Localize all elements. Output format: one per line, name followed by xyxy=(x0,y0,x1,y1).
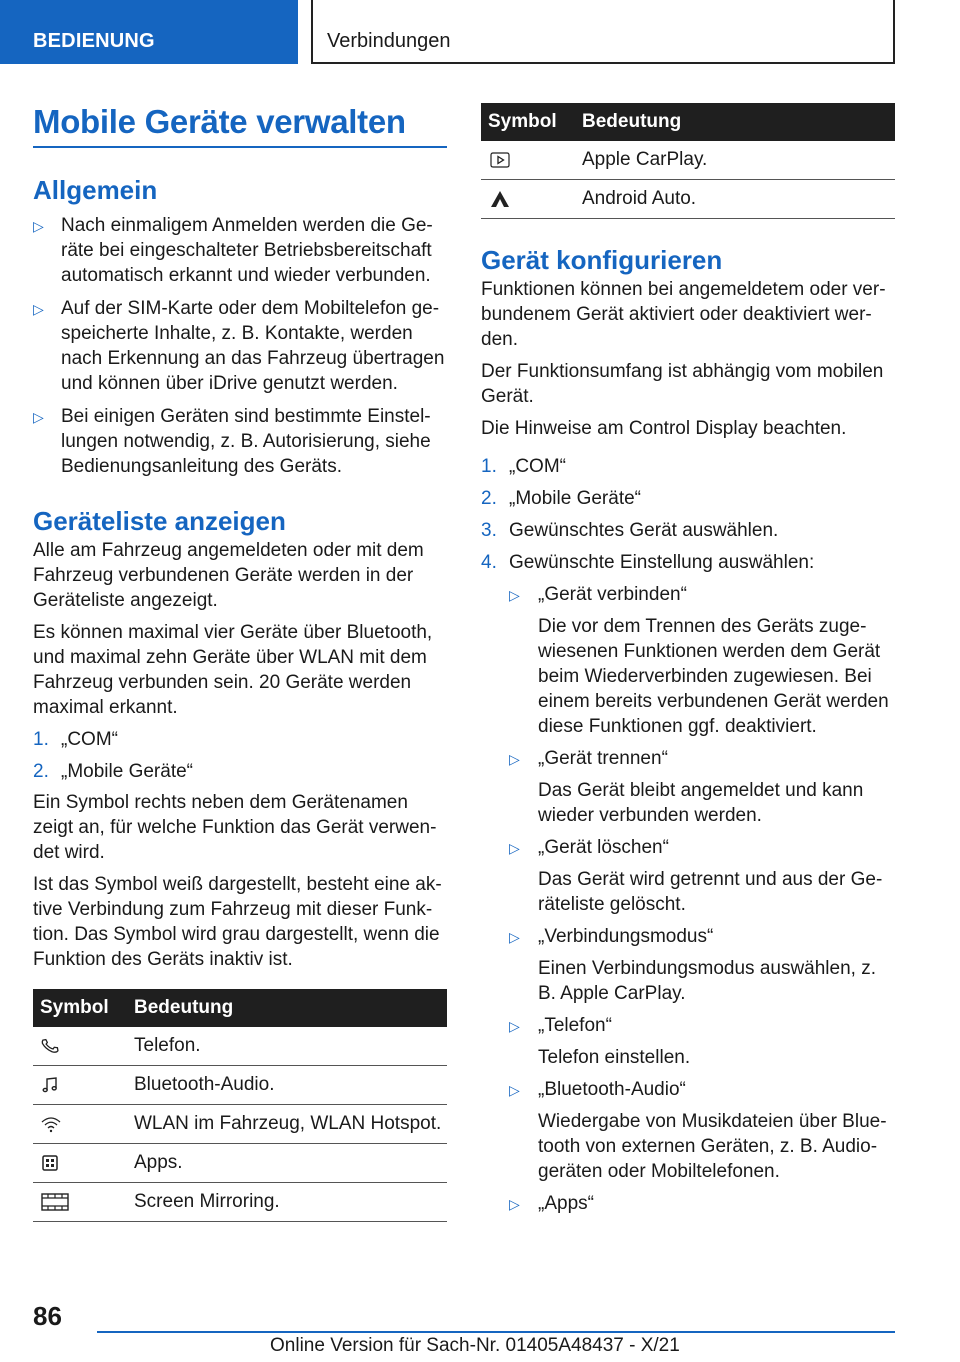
table-row xyxy=(33,1027,447,1066)
chapter-tab xyxy=(311,0,895,64)
option-item: ▷ „Telefon“ Telefon einstellen. xyxy=(509,1015,691,1068)
chapter-label: Verbindungen xyxy=(327,30,451,52)
section-label: BEDIENUNG xyxy=(33,30,155,52)
step-item: 1. „COM“ xyxy=(481,456,566,477)
list-item: ▷ Auf der SIM-Karte oder dem Mobiltelefon ge‐ speicherte Inhalte, z. B. Kontakte, werden nach Erkennung an das Fahrzeug übertragen und können über iDrive genutzt werden. xyxy=(33,298,445,394)
table-cell: Screen Mirroring. xyxy=(134,1183,447,1222)
table-cell: Bluetooth-Audio. xyxy=(134,1066,447,1105)
footer-text: Online Version für Sach-Nr. 01405A48437 - X/21 xyxy=(270,1335,680,1356)
table-header-row xyxy=(481,103,895,141)
paragraph: Die Hinweise am Control Display beachten. xyxy=(481,418,847,439)
column-header: Symbol xyxy=(481,103,582,141)
phone-icon xyxy=(40,1036,134,1056)
table-row xyxy=(33,1183,447,1222)
triangle-bullet-icon: ▷ xyxy=(509,929,520,945)
page-number: 86 xyxy=(33,1301,62,1331)
step-item: 4. Gewünschte Einstellung auswählen: xyxy=(481,552,815,573)
right-column xyxy=(481,103,895,1217)
option-item: ▷ „Verbindungsmodus“ Einen Verbindungsmodus auswählen, z. B. Apple CarPlay. xyxy=(509,926,877,1004)
option-item: ▷ „Bluetooth-Audio“ Wiedergabe von Musikdateien über Blue‐ tooth von externen Geräten, z. B. Audio‐ geräten oder Mobiltelefonen. xyxy=(509,1079,887,1182)
list-item: ▷ Bei einigen Geräten sind bestimmte Einstel‐ lungen notwendig, z. B. Autorisierung, siehe Bedienungsanleitung des Geräts. xyxy=(33,406,431,477)
table-row xyxy=(33,1105,447,1144)
paragraph: Alle am Fahrzeug angemeldeten oder mit dem Fahrzeug verbundenen Geräte werden in der Geräteliste angezeigt. xyxy=(33,540,424,611)
triangle-bullet-icon: ▷ xyxy=(509,1018,520,1034)
table-row xyxy=(33,1066,447,1105)
column-header: Bedeutung xyxy=(582,103,895,141)
paragraph: Funktionen können bei angemeldetem oder ver‐ bundenem Gerät aktiviert oder deaktiviert wer‐ den. xyxy=(481,279,886,350)
paragraph: Ist das Symbol weiß dargestellt, besteht eine ak‐ tive Verbindung zum Fahrzeug mit dieser Funk‐ tion. Das Symbol wird grau dargestellt, wenn die Funktion des Geräts inaktiv ist. xyxy=(33,874,442,970)
paragraph: Es können maximal vier Geräte über Bluetooth, und maximal zehn Geräte über WLAN mit dem Fahrzeug verbunden sein. 20 Geräte werden maximal erkannt. xyxy=(33,622,433,718)
option-item: ▷ „Apps“ xyxy=(509,1191,895,1217)
symbol-table xyxy=(33,989,447,1222)
paragraph: Ein Symbol rechts neben dem Gerätenamen zeigt an, für welche Funktion das Gerät verwen‐ det wird. xyxy=(33,792,437,863)
page-title: Mobile Geräte verwalten xyxy=(33,100,447,148)
triangle-bullet-icon: ▷ xyxy=(509,1082,520,1098)
symbol-table xyxy=(481,103,895,219)
heading-geraeteliste: Geräteliste anzeigen xyxy=(33,506,286,536)
triangle-bullet-icon: ▷ xyxy=(509,751,520,767)
screen-mirroring-icon xyxy=(40,1192,134,1212)
table-cell: Apple CarPlay. xyxy=(582,141,895,180)
step-item: 3. Gewünschtes Gerät auswählen. xyxy=(481,520,779,541)
table-cell: WLAN im Fahrzeug, WLAN Hotspot. xyxy=(134,1105,447,1144)
table-cell: Telefon. xyxy=(134,1027,447,1066)
table-row xyxy=(481,141,895,180)
triangle-bullet-icon: ▷ xyxy=(509,1196,520,1212)
table-cell: Android Auto. xyxy=(582,180,895,219)
table-row xyxy=(481,180,895,219)
carplay-icon xyxy=(488,150,582,170)
step-item: 2. „Mobile Geräte“ xyxy=(481,488,641,509)
apps-icon xyxy=(40,1153,134,1173)
section-tab xyxy=(0,0,298,64)
footer-divider xyxy=(97,1331,895,1333)
table-cell: Apps. xyxy=(134,1144,447,1183)
triangle-bullet-icon: ▷ xyxy=(33,409,44,425)
option-item: ▷ „Gerät trennen“ Das Gerät bleibt angemeldet und kann wieder verbunden werden. xyxy=(509,748,864,826)
column-header: Symbol xyxy=(33,989,134,1027)
paragraph: Der Funktionsumfang ist abhängig vom mobilen Gerät. xyxy=(481,361,884,407)
triangle-bullet-icon: ▷ xyxy=(33,218,44,234)
triangle-bullet-icon: ▷ xyxy=(509,840,520,856)
triangle-bullet-icon: ▷ xyxy=(33,301,44,317)
list-item: ▷ Nach einmaligem Anmelden werden die Ge‐ räte bei eingeschalteter Betriebsbereitschaft automatisch erkannt und wieder verbunden. xyxy=(33,215,433,286)
step-item: 2. „Mobile Geräte“ xyxy=(33,761,193,782)
option-item: ▷ „Gerät löschen“ Das Gerät wird getrennt und aus der Ge‐ räteliste gelöscht. xyxy=(509,837,883,915)
left-column xyxy=(33,100,447,1222)
android-auto-icon xyxy=(488,189,582,209)
column-header: Bedeutung xyxy=(134,989,447,1027)
wifi-icon xyxy=(40,1114,134,1134)
heading-konfigurieren: Gerät konfigurieren xyxy=(481,245,723,275)
heading-allgemein: Allgemein xyxy=(33,175,158,205)
step-item: 1. „COM“ xyxy=(33,729,118,750)
table-row xyxy=(33,1144,447,1183)
option-item: ▷ „Gerät verbinden“ Die vor dem Trennen des Geräts zuge‐ wiesenen Funktionen werden dem Gerät beim Wiederverbinden zugewiesen. Bei einem bereits verbundenen Gerät werden diese Funktionen ggf. deaktiviert. xyxy=(509,584,889,737)
table-header-row xyxy=(33,989,447,1027)
triangle-bullet-icon: ▷ xyxy=(509,587,520,603)
music-note-icon xyxy=(40,1075,134,1095)
